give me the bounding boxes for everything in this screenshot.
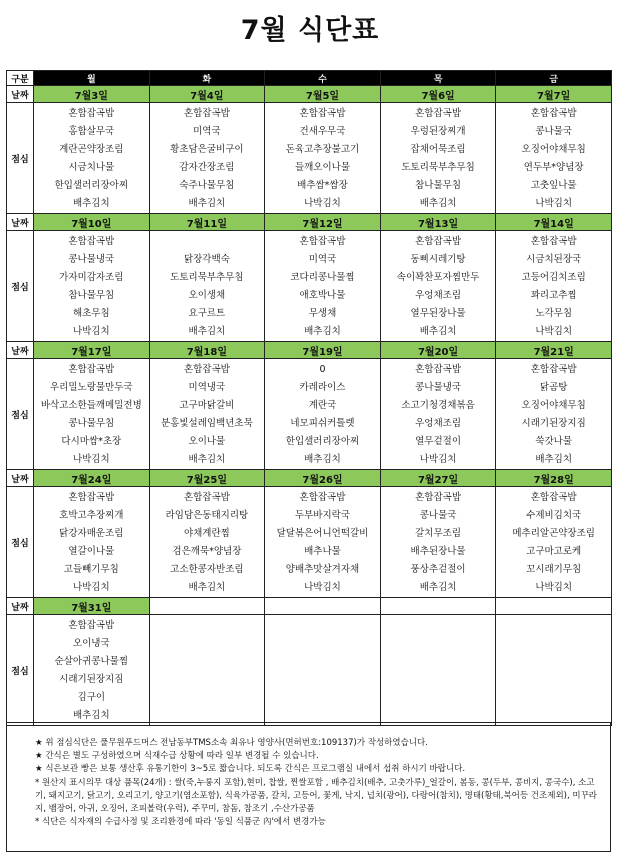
menu-item: 계란곤약장조림 <box>59 144 124 155</box>
menu-table <box>6 70 612 726</box>
menu-cell <box>265 103 381 214</box>
note-line: * 원산지 표시의무 대상 품목(24개) : 쌀(죽,누룽지 포함),현미, 찹쌀, 찐쌀포함 , 배추김치(배추, 고춧가루)_얼갈이, 봄동, 콩(두부, 콩비지, 콩국수), 소고기, 돼지고기, 닭고기, 오리고기, 양고기(염소포함), 식육가공품, 갈치, 고등어, 꽃게, 낙지, 넙치(광어), 다랑어(참치), 명태(황태,북어등 건조제외), 미꾸라지, 뱀장어, 아귀, 오징어, 조피볼락(우럭), 주꾸미, 참돔, 참조기 ,수산가공품 <box>35 777 598 815</box>
header-day-tue: 화 <box>149 71 265 86</box>
menu-item: 잡채어묵조림 <box>410 144 466 155</box>
menu-item: 혼합잡곡밥 <box>183 492 230 503</box>
menu-item: 동삐시레기탕 <box>410 254 466 265</box>
menu-item <box>381 617 496 635</box>
menu-item: 코다리콩나물찜 <box>290 272 355 283</box>
menu-item: 메추리알곤약장조림 <box>512 528 595 539</box>
date-cell: 7월14일 <box>496 214 612 231</box>
lunch-label: 점심 <box>7 487 34 598</box>
date-cell: 7월5일 <box>265 86 381 103</box>
menu-item: 고구마닭갈비 <box>179 400 235 411</box>
menu-item: 도토리묵부추무침 <box>401 162 475 173</box>
menu-item <box>150 635 265 653</box>
menu-item: 건새우무국 <box>299 126 346 137</box>
menu-item: 오징어야채무침 <box>521 144 586 155</box>
menu-item: 도토리묵부추무침 <box>170 272 244 283</box>
menu-item: 콩나물냉국 <box>68 254 115 265</box>
menu-item: 배추김치 <box>72 710 110 721</box>
menu-item <box>496 635 611 653</box>
date-row <box>7 214 612 231</box>
date-row <box>7 470 612 487</box>
date-cell: 7월26일 <box>265 470 381 487</box>
menu-item: 열무겉절이 <box>415 436 462 447</box>
menu-item: 홍합살무국 <box>68 126 115 137</box>
menu-item: 계란국 <box>308 400 337 411</box>
date-cell: 7월24일 <box>34 470 150 487</box>
menu-cell <box>149 103 265 214</box>
date-label: 날짜 <box>7 598 34 615</box>
menu-item: 고춧잎나물 <box>530 180 577 191</box>
menu-item: 호박고추장찌개 <box>59 510 124 521</box>
menu-item: 혼합잡곡밥 <box>68 236 115 247</box>
menu-item: 쑥갓나물 <box>535 436 573 447</box>
notes-box <box>6 722 611 852</box>
date-cell: 7월27일 <box>380 470 496 487</box>
menu-item: 라임담은동태지리탕 <box>165 510 249 521</box>
menu-item: 검은깨묵*양념장 <box>172 546 242 557</box>
menu-cell <box>34 103 150 214</box>
menu-item: 나박김치 <box>535 198 573 209</box>
menu-item: 참나물무침 <box>415 180 462 191</box>
menu-item: 순살아귀콩나물찜 <box>54 656 128 667</box>
date-cell: 7월17일 <box>34 342 150 359</box>
menu-item: 미역국 <box>308 254 337 265</box>
date-cell: 7월21일 <box>496 342 612 359</box>
menu-item <box>150 233 265 251</box>
menu-item: 노각무침 <box>535 308 573 319</box>
menu-cell <box>149 487 265 598</box>
date-row <box>7 342 612 359</box>
header-day-mon: 월 <box>34 71 150 86</box>
menu-item: 나박김치 <box>72 454 110 465</box>
date-cell: 7월13일 <box>380 214 496 231</box>
menu-item <box>265 689 380 707</box>
lunch-label: 점심 <box>7 615 34 726</box>
note-line: * 식단은 식자재의 수급사정 및 조리환경에 따라 '동일 식품군 內'에서 변경가능 <box>35 817 326 828</box>
menu-row <box>7 359 612 470</box>
menu-cell <box>34 615 150 726</box>
date-label: 날짜 <box>7 470 34 487</box>
date-cell: 7월7일 <box>496 86 612 103</box>
menu-item: 오이나물 <box>188 436 226 447</box>
menu-item: 나박김치 <box>304 582 341 593</box>
menu-item: 오이냉국 <box>72 638 110 649</box>
menu-item: 혼합잡곡밥 <box>68 364 115 375</box>
date-cell: 7월11일 <box>149 214 265 231</box>
menu-item: 우리밀노랑물만두국 <box>50 382 133 393</box>
menu-item: 혼합잡곡밥 <box>299 108 346 119</box>
menu-item: 황초담은굴비구이 <box>170 144 244 155</box>
header-day-wed: 수 <box>265 71 381 86</box>
note-line: ★ 식은보관 빵은 보통 생산후 유통기한이 3~5로 짧습니다. 되도록 간식은 프로그램실 내에서 섭취 하시기 바랍니다. <box>35 764 466 775</box>
date-cell: 7월18일 <box>149 342 265 359</box>
menu-cell <box>34 487 150 598</box>
menu-item <box>496 653 611 671</box>
menu-item: 배추김치 <box>419 582 457 593</box>
menu-item: 나박김치 <box>72 326 110 337</box>
menu-item: 시금치나물 <box>68 162 115 173</box>
menu-item: 나박김치 <box>535 326 573 337</box>
date-label: 날짜 <box>7 86 34 103</box>
menu-item: 혼합잡곡밥 <box>299 492 346 503</box>
date-cell: 7월10일 <box>34 214 150 231</box>
menu-item: 미역냉국 <box>188 382 226 393</box>
menu-item: 배추김치 <box>419 198 457 209</box>
menu-item: 들깨오이나물 <box>294 162 351 173</box>
menu-item: 꽈리고추찜 <box>530 290 577 301</box>
menu-item <box>150 689 265 707</box>
menu-item: 배추김치 <box>188 198 226 209</box>
menu-cell <box>34 359 150 470</box>
date-cell <box>149 598 265 615</box>
menu-row <box>7 615 612 726</box>
page-title: 7월 식단표 <box>240 15 380 46</box>
menu-cell <box>496 615 612 726</box>
menu-item: 연두부*양념장 <box>523 162 584 173</box>
menu-item: 분홍빛설레임백년초묵 <box>161 418 253 429</box>
header-row <box>7 71 612 86</box>
menu-cell <box>380 359 496 470</box>
menu-item: 배추김치 <box>419 326 457 337</box>
menu-item: 고구마고로케 <box>526 546 582 557</box>
menu-cell <box>265 231 381 342</box>
menu-item: 한입샐러리장아찌 <box>54 180 128 191</box>
menu-item <box>150 617 265 635</box>
menu-item <box>265 653 380 671</box>
menu-item <box>496 689 611 707</box>
date-cell: 7월20일 <box>380 342 496 359</box>
note-line: ★ 간식은 별도 구성하였으며 식재수급 상황에 따라 일부 변경될 수 있습니다. <box>35 751 319 762</box>
date-cell: 7월31일 <box>34 598 150 615</box>
header-gubun: 구분 <box>7 71 34 86</box>
menu-item: 고소한콩자반조림 <box>170 564 244 575</box>
menu-item: 김구이 <box>77 692 106 703</box>
menu-item <box>381 689 496 707</box>
menu-item: 닭곰탕 <box>539 382 568 393</box>
date-cell: 7월6일 <box>380 86 496 103</box>
menu-cell <box>380 615 496 726</box>
menu-item: 애호박나물 <box>299 290 346 301</box>
menu-cell <box>149 231 265 342</box>
menu-item: 배추김치 <box>188 326 226 337</box>
menu-item: 가자미감자조림 <box>59 272 124 283</box>
menu-item: 갈치무조림 <box>415 528 462 539</box>
menu-item: 수제비김치국 <box>526 510 582 521</box>
menu-item: 꼬시래기무침 <box>526 564 582 575</box>
menu-item: 콩나물무침 <box>68 418 115 429</box>
menu-item: 배추김치 <box>188 454 226 465</box>
menu-item: 풍상추겉절이 <box>410 564 466 575</box>
menu-item <box>381 653 496 671</box>
menu-cell <box>496 487 612 598</box>
menu-cell <box>380 231 496 342</box>
menu-item: 혼합잡곡밥 <box>68 108 115 119</box>
date-cell: 7월28일 <box>496 470 612 487</box>
menu-item: 미역국 <box>193 126 221 137</box>
menu-cell <box>149 359 265 470</box>
date-cell <box>265 598 381 615</box>
menu-item: 혼합잡곡밥 <box>415 236 462 247</box>
date-cell: 7월12일 <box>265 214 381 231</box>
menu-item: 돈육고추장불고기 <box>285 144 360 155</box>
lunch-label: 점심 <box>7 103 34 214</box>
menu-item: 혼합잡곡밥 <box>68 620 115 631</box>
menu-item: 닭강자매운조림 <box>59 528 124 539</box>
menu-item: 다시마쌈*초장 <box>61 436 122 447</box>
menu-item: 참나물무침 <box>68 290 115 301</box>
menu-item <box>265 617 380 635</box>
menu-item: 두부바지락국 <box>294 510 351 521</box>
menu-item: 고등어김치조림 <box>521 272 586 283</box>
menu-item: 숙주나물무침 <box>179 180 235 191</box>
menu-cell <box>496 103 612 214</box>
menu-item <box>150 653 265 671</box>
menu-item: 배추김치 <box>188 582 226 593</box>
menu-item: 나박김치 <box>535 582 573 593</box>
menu-body <box>7 86 612 726</box>
menu-item: 속이꽉찬포자찜만두 <box>396 272 480 283</box>
menu-item: 혼합잡곡밥 <box>415 364 462 375</box>
menu-row <box>7 103 612 214</box>
date-cell: 7월25일 <box>149 470 265 487</box>
header-day-thu: 목 <box>380 71 496 86</box>
menu-item: 오이생채 <box>188 290 226 301</box>
date-row <box>7 86 612 103</box>
menu-item: 시래기된장지짐 <box>59 674 124 685</box>
menu-item: 닭장각백숙 <box>183 254 230 265</box>
menu-item: 배추된장나물 <box>410 546 466 557</box>
menu-cell <box>265 487 381 598</box>
header-day-fri: 금 <box>496 71 612 86</box>
menu-item: 소고기청경채볶음 <box>401 400 475 411</box>
menu-cell <box>149 615 265 726</box>
menu-item: 무생채 <box>308 308 337 319</box>
menu-item: 배추김치 <box>304 326 341 337</box>
menu-cell <box>34 231 150 342</box>
menu-item: 시금치된장국 <box>526 254 582 265</box>
menu-item: 혼합잡곡밥 <box>299 236 346 247</box>
menu-item: 배추김치 <box>72 198 110 209</box>
menu-item: 혼합잡곡밥 <box>530 364 577 375</box>
menu-item: 나박김치 <box>72 582 110 593</box>
menu-item: 0 <box>319 364 326 375</box>
menu-cell <box>265 615 381 726</box>
menu-item: 우엉채조림 <box>415 418 462 429</box>
menu-item <box>496 671 611 689</box>
menu-item: 오징어야채무침 <box>521 400 586 411</box>
menu-item: 혼합잡곡밥 <box>530 108 577 119</box>
menu-item: 야채계란찜 <box>183 528 230 539</box>
note-line: ★ 위 점심식단은 풀무원푸드머스 전남동부TMS소속 최유나 영양사(면허번호:109137)가 작성하였습니다. <box>35 738 428 748</box>
lunch-label: 점심 <box>7 231 34 342</box>
menu-item: 혼합잡곡밥 <box>68 492 115 503</box>
menu-item <box>496 617 611 635</box>
lunch-label: 점심 <box>7 359 34 470</box>
date-row <box>7 598 612 615</box>
menu-item: 나박김치 <box>304 198 341 209</box>
menu-item: 혼합잡곡밥 <box>415 492 462 503</box>
menu-item: 열무된장나물 <box>410 308 466 319</box>
date-cell: 7월3일 <box>34 86 150 103</box>
menu-cell <box>380 487 496 598</box>
menu-item: 해초무침 <box>72 308 110 319</box>
menu-cell <box>380 103 496 214</box>
menu-item: 달달볶은어니언떡갈비 <box>276 528 369 539</box>
menu-item: 혼합잡곡밥 <box>183 364 230 375</box>
menu-item: 혼합잡곡밥 <box>183 108 230 119</box>
menu-item: 배추김치 <box>304 454 341 465</box>
menu-item: 배추쌈*쌈장 <box>297 180 348 191</box>
menu-item: 고들빼기무침 <box>63 564 119 575</box>
menu-item <box>150 671 265 689</box>
menu-item: 카레라이스 <box>299 382 346 393</box>
menu-item <box>381 635 496 653</box>
menu-item: 양배추맛살겨자채 <box>285 564 360 575</box>
menu-row <box>7 487 612 598</box>
menu-item: 콩나물냉국 <box>415 382 462 393</box>
date-cell <box>496 598 612 615</box>
menu-item <box>265 635 380 653</box>
menu-item: 배추나물 <box>304 546 341 557</box>
menu-item: 열갈이나물 <box>68 546 115 557</box>
menu-item: 콩나물국 <box>419 510 457 521</box>
menu-item: 혼합잡곡밥 <box>530 492 577 503</box>
menu-cell <box>496 231 612 342</box>
menu-item: 감자간장조림 <box>179 162 235 173</box>
menu-item <box>381 671 496 689</box>
menu-item: 요구르트 <box>188 308 226 319</box>
menu-item: 시래기된장지짐 <box>521 418 586 429</box>
menu-item: 한입샐러리장아찌 <box>285 436 360 447</box>
menu-item: 혼합잡곡밥 <box>415 108 462 119</box>
menu-item: 나박김치 <box>419 454 457 465</box>
menu-cell <box>496 359 612 470</box>
date-cell: 7월19일 <box>265 342 381 359</box>
menu-item: 배추김치 <box>535 454 573 465</box>
menu-item: 우엉채조림 <box>415 290 462 301</box>
menu-item: 콩나물국 <box>535 126 573 137</box>
date-label: 날짜 <box>7 214 34 231</box>
menu-item <box>265 671 380 689</box>
menu-row <box>7 231 612 342</box>
date-label: 날짜 <box>7 342 34 359</box>
date-cell: 7월4일 <box>149 86 265 103</box>
menu-item: 혼합잡곡밥 <box>530 236 577 247</box>
menu-item: 우렁된장찌개 <box>410 126 466 137</box>
date-cell <box>380 598 496 615</box>
menu-item: 네모피쉬커틀렛 <box>290 418 355 429</box>
menu-item: 바삭고소한들깨메밀전병 <box>40 400 142 411</box>
menu-cell <box>265 359 381 470</box>
